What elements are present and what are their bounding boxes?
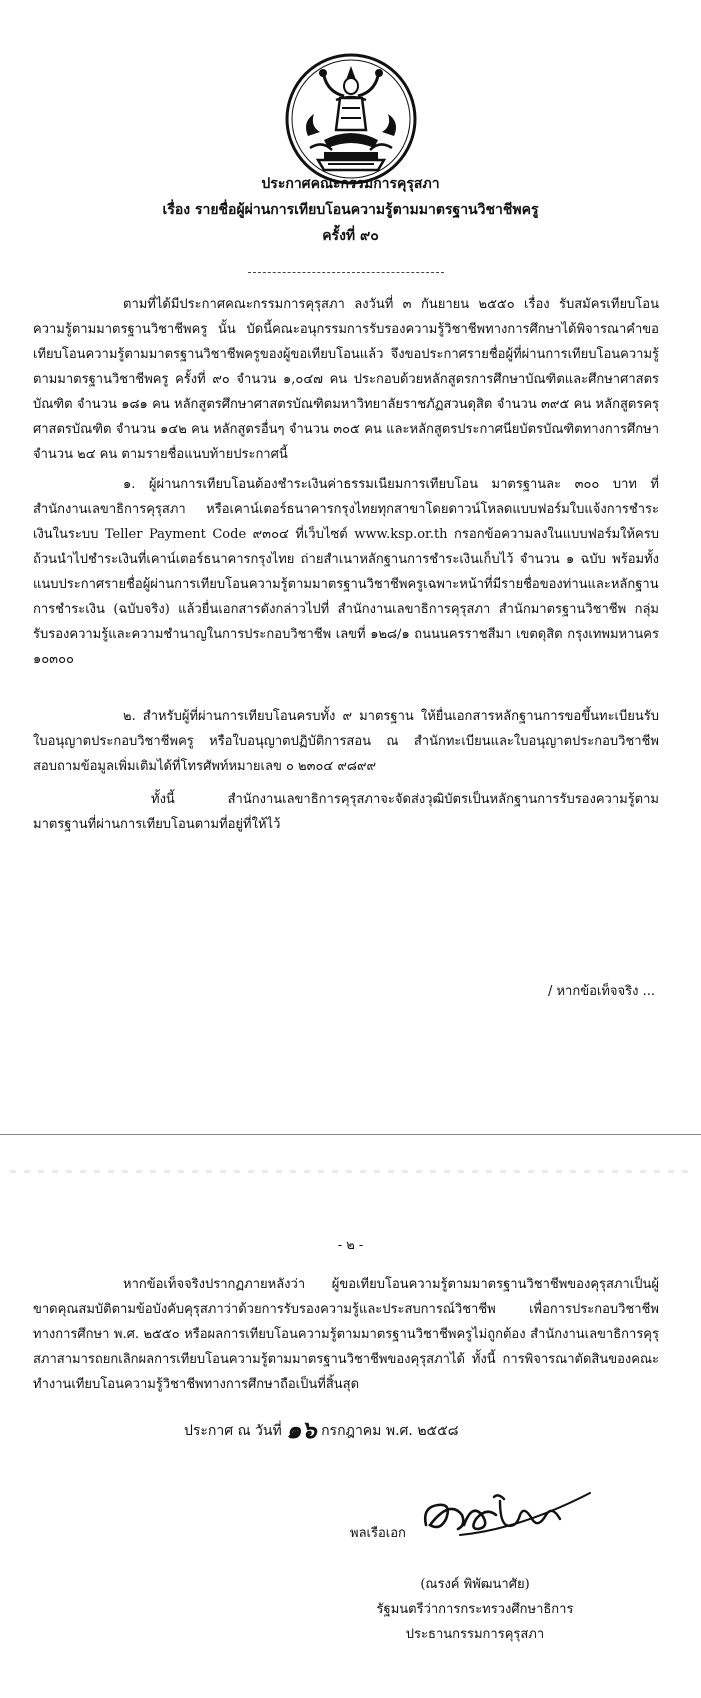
signature-block xyxy=(360,1572,590,1647)
item-1-paragraph: ๑. ผู้ผ่านการเทียบโอนต้องชำระเงินค่าธรรมเนียมการเทียบโอน มาตรฐานละ ๓๐๐ บาท ที่สำนักงานเลขาธิการคุรุสภา หรือเคาน์เตอร์ธนาคารกรุงไทยทุกสาขาโดยดาวน์โหลดแบบฟอร์มใบแจ้งการชำระเงินในระบบ Teller Payment Code ๙๓๐๔ ที่เว็บไซต์ www.ksp.or.th กรอกข้อความลงในแบบฟอร์มให้ครบถ้วนนำไปชำระเงินที่เคาน์เตอร์ธนาคารกรุงไทย ถ่ายสำเนาหลักฐานการชำระเงินเก็บไว้ จำนวน ๑ ฉบับ พร้อมทั้งแนบประกาศรายชื่อผู้ผ่านการเทียบโอนความรู้ตามมาตรฐานวิชาชีพครูเฉพาะหน้าที่มีรายชื่อของท่านและหลักฐานการชำระเงิน (ฉบับจริง) แล้วยื่นเอกสารดังกล่าวไปที่ สำนักงานเลขาธิการคุรุสภา สำนักมาตรฐานวิชาชีพ กลุ่มรับรองความรู้และความชำนาญในการประกอบวิชาชีพ เลขที่ ๑๒๘/๑ ถนนนครราชสีมา เขตดุสิต กรุงเทพมหานคร ๑๐๓๐๐ xyxy=(33,477,659,667)
scan-artifact xyxy=(10,1170,690,1173)
signer-rank: พลเรือเอก xyxy=(350,1526,406,1541)
closing-paragraph: ทั้งนี้ สำนักงานเลขาธิการคุรุสภาจะจัดส่งวุฒิบัตรเป็นหลักฐานการรับรองความรู้ตามมาตรฐานที่ผ่านการเทียบโอนตามที่อยู่ที่ให้ไว้ xyxy=(33,792,659,832)
item-2-paragraph: ๒. สำหรับผู้ที่ผ่านการเทียบโอนครบทั้ง ๙ มาตรฐาน ให้ยื่นเอกสารหลักฐานการขอขึ้นทะเบียนรับใบอนุญาตประกอบวิชาชีพครู หรือใบอนุญาตปฏิบัติการสอน ณ สำนักทะเบียนและใบอนุญาตประกอบวิชาชีพ สอบถามข้อมูลเพิ่มเติมได้ที่โทรศัพท์หมายเลข ๐ ๒๓๐๔ ๙๘๙๙ xyxy=(33,709,659,774)
date-day: ๑๖ xyxy=(286,1415,317,1444)
announcement-round: ครั้งที่ ๙๐ xyxy=(322,228,379,244)
date-prefix: ประกาศ ณ วันที่ xyxy=(184,1423,282,1439)
page2-body-paragraph: หากข้อเท็จจริงปรากฏภายหลังว่า ผู้ขอเทียบโอนความรู้ตามมาตรฐานวิชาชีพของคุรุสภาเป็นผู้ขาดคุณสมบัติตามข้อบังคับคุรุสภาว่าด้วยการรับรองความรู้และประสบการณ์วิชาชีพ เพื่อการประกอบวิชาชีพทางการศึกษา พ.ศ. ๒๕๕๐ หรือผลการเทียบโอนความรู้ตามมาตรฐานวิชาชีพครูไม่ถูกต้อง สำนักงานเลขาธิการคุรุสภาสามารถยกเลิกผลการเทียบโอนความรู้ตามมาตรฐานวิชาชีพของคุรุสภาได้ ทั้งนี้ การพิจารณาตัดสินของคณะทำงานเทียบโอนความรู้วิชาชีพทางการศึกษาถือเป็นที่สิ้นสุด xyxy=(33,1277,659,1392)
signer-name: (ณรงค์ พิพัฒนาศัย) xyxy=(420,1577,530,1592)
document-page-2 xyxy=(0,1142,701,1698)
announcement-subject: เรื่อง รายชื่อผู้ผ่านการเทียบโอนความรู้ตามมาตรฐานวิชาชีพครู xyxy=(162,202,539,218)
page-number: - ๒ - xyxy=(337,1238,364,1253)
signer-role: ประธานกรรมการคุรุสภา xyxy=(405,1627,545,1642)
intro-paragraph: ตามที่ได้มีประกาศคณะกรรมการคุรุสภา ลงวันที่ ๓ กันยายน ๒๕๕๐ เรื่อง รับสมัครเทียบโอนความรู้ตามมาตรฐานวิชาชีพครู นั้น บัดนี้คณะอนุกรรมการรับรองความรู้วิชาชีพทางการศึกษาได้พิจารณาคำขอเทียบโอนความรู้ตามมาตรฐานวิชาชีพครูของผู้ขอเทียบโอนแล้ว จึงขอประกาศรายชื่อผู้ที่ผ่านการเทียบโอนความรู้ตามมาตรฐานวิชาชีพครู ครั้งที่ ๙๐ จำนวน ๑,๐๔๗ คน ประกอบด้วยหลักสูตรการศึกษาบัณฑิตและศึกษาศาสตรบัณฑิต จำนวน ๑๘๑ คน หลักสูตรศึกษาศาสตรบัณฑิตมหาวิทยาลัยราชภัฏสวนดุสิต จำนวน ๓๙๕ คน หลักสูตรครุศาสตรบัณฑิต จำนวน ๑๔๒ คน หลักสูตรอื่นๆ จำนวน ๓๐๕ คน และหลักสูตรประกาศนียบัตรบัณฑิตทางการศึกษา จำนวน ๒๔ คน ตามรายชื่อแนบท้ายประกาศนี้ xyxy=(33,297,659,462)
announcement-date xyxy=(184,1410,459,1449)
handwritten-signature xyxy=(420,1485,595,1541)
title-divider xyxy=(248,272,444,273)
continued-marker: / หากข้อเท็จจริง ... xyxy=(547,984,655,999)
announcement-title: ประกาศคณะกรรมการคุรุสภา xyxy=(261,176,440,192)
signer-position: รัฐมนตรีว่าการกระทรวงศึกษาธิการ xyxy=(376,1602,574,1617)
date-month-year: กรกฎาคม พ.ศ. ๒๕๕๘ xyxy=(321,1423,459,1439)
kurusapha-seal-emblem xyxy=(284,52,418,186)
